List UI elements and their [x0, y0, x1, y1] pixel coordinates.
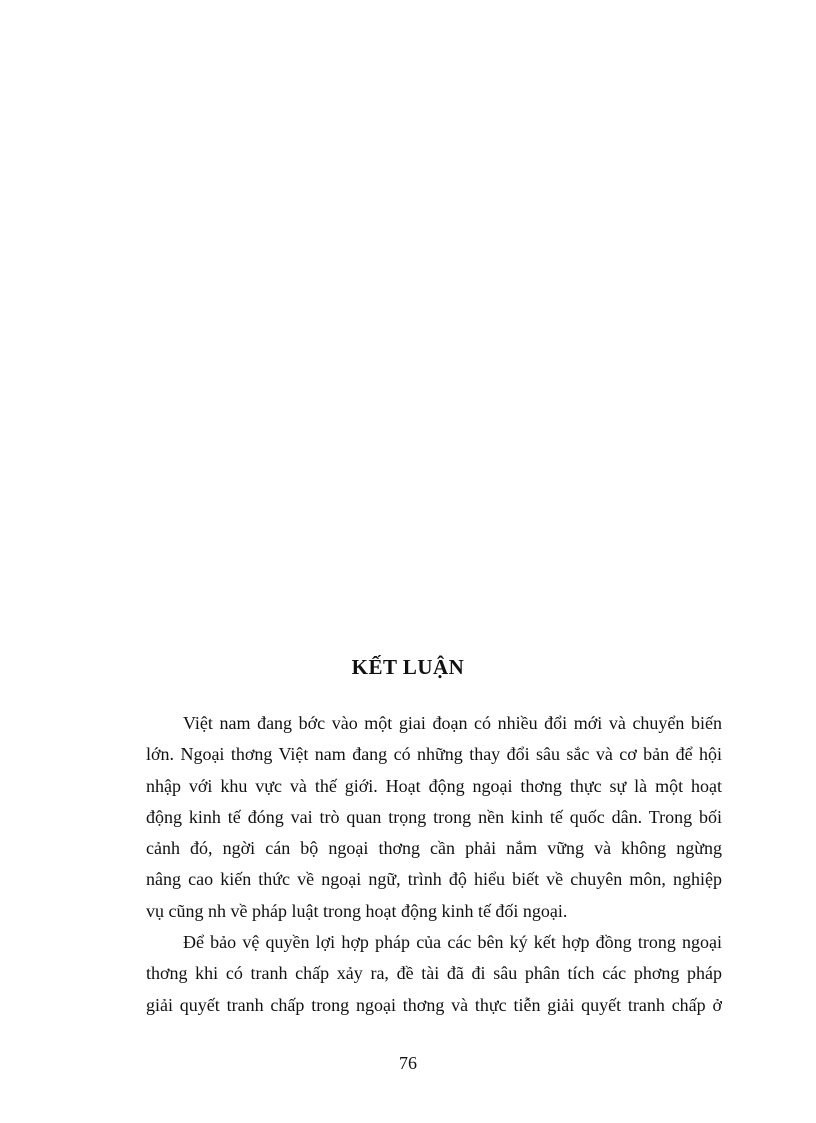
- text-line: cảnh đó, ngời cán bộ ngoại thơng cần phải nắm vững và không ngừng: [146, 838, 722, 859]
- text-line: nâng cao kiến thức về ngoại ngữ, trình độ hiểu biết về chuyên môn, nghiệp: [146, 869, 722, 890]
- text-line: lớn. Ngoại thơng Việt nam đang có những thay đổi sâu sắc và cơ bản để hội: [146, 744, 722, 765]
- text-line: Để bảo vệ quyền lợi hợp pháp của các bên ký kết hợp đồng trong ngoại: [183, 932, 722, 953]
- text-line: thơng khi có tranh chấp xảy ra, đề tài đã đi sâu phân tích các phơng pháp: [146, 963, 722, 984]
- text-line: vụ cũng nh về pháp luật trong hoạt động kinh tế đối ngoại.: [146, 900, 568, 921]
- text-line: động kinh tế đóng vai trò quan trọng trong nền kinh tế quốc dân. Trong bối: [146, 806, 722, 827]
- text-line: nhập với khu vực và thế giới. Hoạt động ngoại thơng thực sự là một hoạt: [146, 775, 722, 796]
- page-title: KẾT LUẬN: [351, 655, 465, 679]
- body-text: [146, 708, 722, 1021]
- paragraph: [146, 927, 722, 1021]
- paragraph: [146, 708, 722, 927]
- text-line: giải quyết tranh chấp trong ngoại thơng và thực tiễn giải quyết tranh chấp ở: [146, 994, 722, 1015]
- page-number: 76: [399, 1053, 417, 1073]
- text-line: Việt nam đang bớc vào một giai đoạn có nhiều đổi mới và chuyển biến: [183, 713, 722, 733]
